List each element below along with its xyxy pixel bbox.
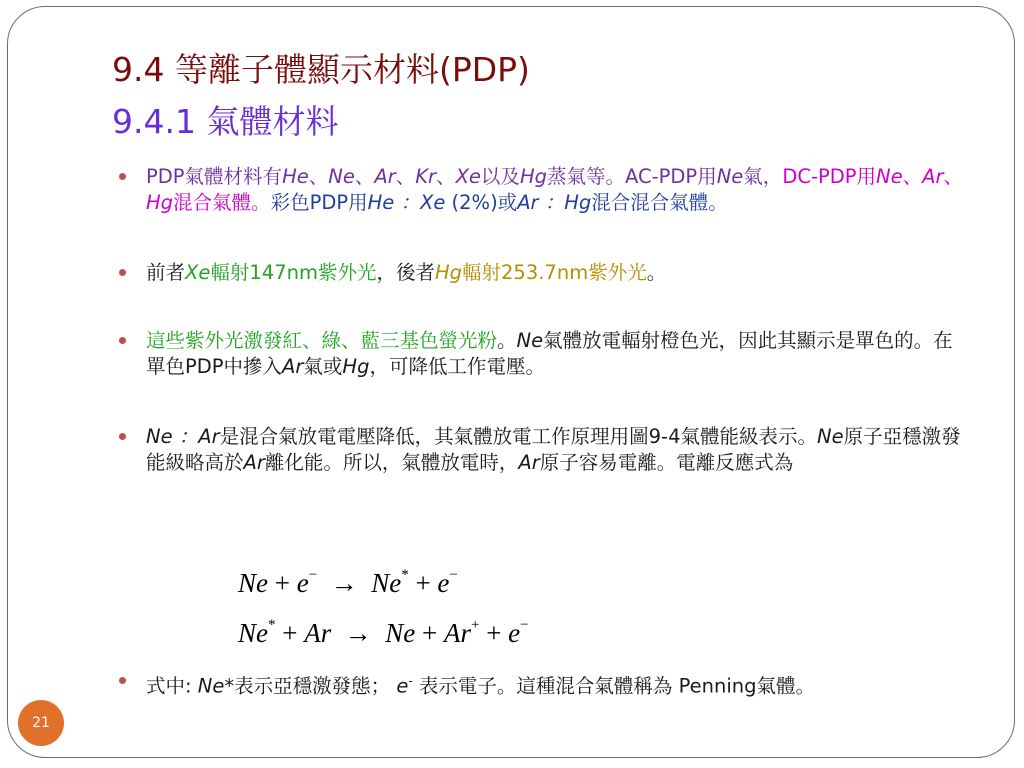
bullet-icon [119, 337, 126, 344]
text-span: Ar [922, 165, 944, 188]
equation-ionization-1 [238, 567, 458, 599]
eq-term: e [296, 568, 309, 598]
eq-arrow: → [317, 568, 372, 598]
text-span: (2%)或 [445, 191, 518, 214]
bullet-item-penning [119, 424, 969, 476]
text-span: Ar [518, 451, 540, 474]
text-span: 用 [697, 165, 717, 188]
text-span: 式中: [146, 674, 198, 698]
text-span: Ar ：Hg [517, 191, 592, 214]
text-span: He ：Xe [367, 191, 446, 214]
text-span: 、 [943, 165, 964, 188]
text-span: e [396, 674, 409, 698]
text-span: Ar [282, 355, 304, 378]
eq-term: e [508, 618, 521, 648]
text-span: Xe [185, 261, 211, 284]
eq-operator: + [268, 568, 297, 598]
text-span: 混合氣體。 [173, 191, 271, 214]
eq-superscript: − [308, 567, 318, 583]
eq-operator: + [479, 618, 509, 648]
text-span: 用 [856, 165, 877, 188]
text-span: Ne [876, 165, 903, 188]
text-span: Ne [328, 165, 355, 188]
eq-term: Ne [238, 618, 268, 648]
bullet-item-gases [119, 164, 969, 216]
text-span: 彩色PDP用 [270, 191, 368, 214]
text-span: He [282, 165, 309, 188]
eq-term: Ne [385, 618, 416, 648]
text-span: 、 [354, 165, 375, 188]
eq-superscript: − [520, 617, 529, 633]
text-span: 以及 [480, 165, 520, 188]
text-span: Hg [342, 355, 370, 378]
text-span: Ne [716, 165, 744, 188]
text-span: 、 [395, 165, 416, 188]
text-span: 氣體材料有 [184, 165, 283, 188]
text-span: 蒸氣等。 [546, 165, 625, 188]
bullet-icon [119, 173, 126, 180]
equation-ionization-2 [238, 617, 529, 649]
bullet-item-phosphor [119, 328, 969, 380]
eq-term: Ar [443, 618, 471, 648]
text-span: DC-PDP [782, 165, 857, 188]
text-span: Ne [817, 425, 844, 448]
text-span: 表示亞穩激發態； [234, 674, 397, 698]
bullet-icon [119, 433, 126, 440]
text-span: 是混合氣放電電壓降低，其氣體放電工作原理用圖9-4氣體能級表示。 [219, 425, 817, 448]
bullet-item-notation [119, 668, 969, 700]
text-span: Hg [519, 165, 547, 188]
eq-term: Ne [238, 568, 268, 598]
text-span: Ne* [197, 674, 235, 698]
text-span: ，可降低工作電壓。 [369, 355, 545, 378]
eq-operator: + [275, 618, 305, 648]
slide-title: 9.4 等離子體顯示材料(PDP) [112, 50, 530, 89]
eq-arrow: → [331, 618, 386, 648]
text-span: 表示電子。這種混合氣體稱為 Penning氣體。 [412, 674, 816, 698]
text-span: 、 [436, 165, 456, 188]
text-span: 輻射147nm紫外光 [210, 261, 377, 284]
text-span: 。 [646, 261, 667, 284]
text-span: 原子亞穩激發能級略高於 [146, 425, 961, 474]
text-span: 氣或 [303, 355, 343, 378]
text-span: 原子容易電離。電離反應式為 [539, 451, 794, 474]
text-superscript: - [408, 674, 413, 688]
eq-operator: + [415, 618, 444, 648]
text-span: 混合混合氣體。 [591, 191, 728, 214]
text-span: ，後者 [376, 261, 435, 284]
text-span: PDP [146, 165, 185, 188]
text-span: 離化能。所以，氣體放電時， [264, 451, 519, 474]
eq-term: Ar [304, 618, 332, 648]
text-span: Ne ：Ar [146, 425, 220, 448]
text-span: 、 [902, 165, 923, 188]
text-span: 前者 [146, 261, 186, 284]
text-span: Xe [455, 165, 481, 188]
bullet-item-uv [119, 260, 969, 286]
eq-term: Ne [371, 568, 402, 598]
text-span: 這些紫外光激發紅、綠、藍三基色螢光粉 [146, 329, 498, 352]
text-span: Hg [146, 191, 174, 214]
text-span: Ar [374, 165, 396, 188]
bullet-list-notes [119, 668, 969, 700]
bullet-list [119, 164, 969, 476]
text-span: 輻射253.7nm紫外光 [462, 261, 647, 284]
text-span: 。 [497, 329, 517, 352]
text-span: 氣體放電輻射橙色光，因此其顯示是單色的。在單色PDP中摻入 [146, 329, 953, 378]
eq-superscript: * [401, 567, 409, 583]
bullet-icon [119, 677, 126, 684]
text-span: AC-PDP [625, 165, 698, 188]
text-span: Kr [415, 165, 437, 188]
slide-subtitle: 9.4.1 氣體材料 [112, 102, 339, 141]
text-span: Ar [243, 451, 265, 474]
bullet-icon [119, 269, 126, 276]
text-span: Hg [434, 261, 463, 284]
eq-superscript: + [470, 617, 480, 633]
text-span: 、 [308, 165, 329, 188]
eq-superscript: − [449, 567, 458, 583]
eq-term: e [437, 568, 450, 598]
text-span: 氣， [743, 165, 783, 188]
slide-number-badge: 21 [18, 700, 64, 746]
eq-operator: + [408, 568, 438, 598]
text-span: Ne [516, 329, 544, 352]
eq-superscript: * [268, 617, 276, 633]
